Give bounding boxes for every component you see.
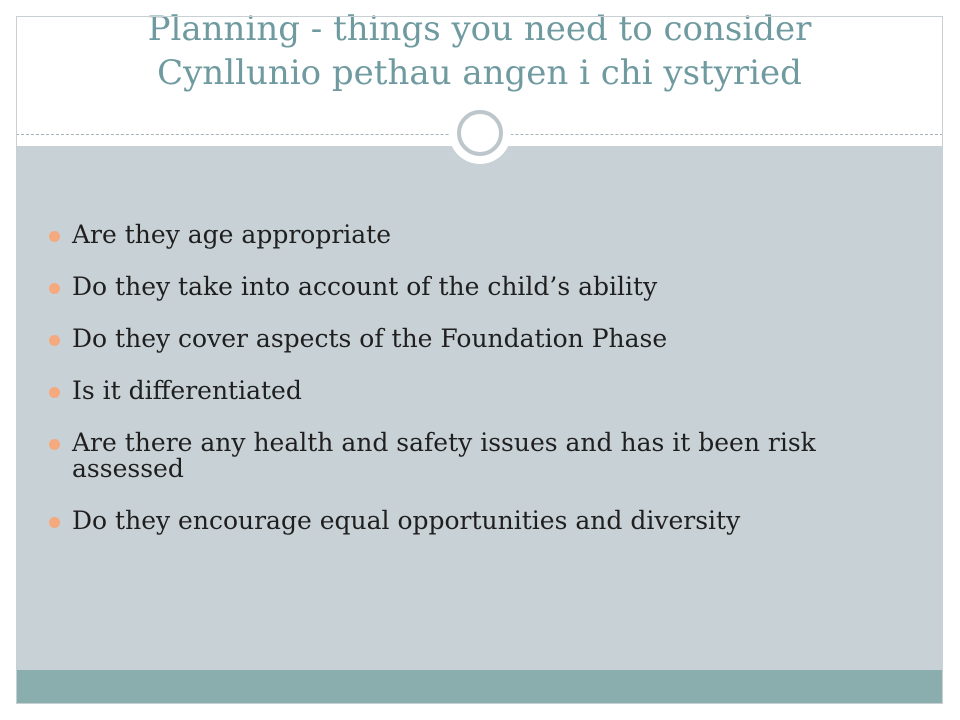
bullet-item-child-ability (48, 274, 918, 300)
bullet-dot-icon (49, 439, 60, 450)
bullet-text: Are they age appropriate (72, 220, 392, 249)
bullet-item-foundation-phase (48, 326, 918, 352)
circle-ring-inner (457, 110, 503, 156)
footer-band (16, 670, 943, 704)
circle-ring-icon (449, 102, 511, 164)
bullet-dot-icon (49, 387, 60, 398)
title-line-english: Planning - things you need to consider (147, 9, 812, 49)
title-line-welsh: Cynllunio pethau angen i chi ystyried (157, 53, 802, 93)
bullet-text: Do they encourage equal opportunities and diversity (72, 506, 741, 535)
bullet-item-age-appropriate (48, 222, 918, 248)
bullet-text: Are there any health and safety issues and has it been risk assessed (72, 428, 816, 483)
bullet-text: Do they take into account of the child’s ability (72, 272, 658, 301)
bullet-dot-icon (49, 517, 60, 528)
bullet-dot-icon (49, 231, 60, 242)
bullet-text: Is it differentiated (72, 376, 302, 405)
bullet-dot-icon (49, 335, 60, 346)
bullet-text: Do they cover aspects of the Foundation Phase (72, 324, 668, 353)
bullet-item-equal-opportunities (48, 508, 918, 534)
bullet-list (48, 222, 918, 560)
bullet-dot-icon (49, 283, 60, 294)
bullet-item-health-safety (48, 430, 918, 482)
bullet-item-differentiated (48, 378, 918, 404)
